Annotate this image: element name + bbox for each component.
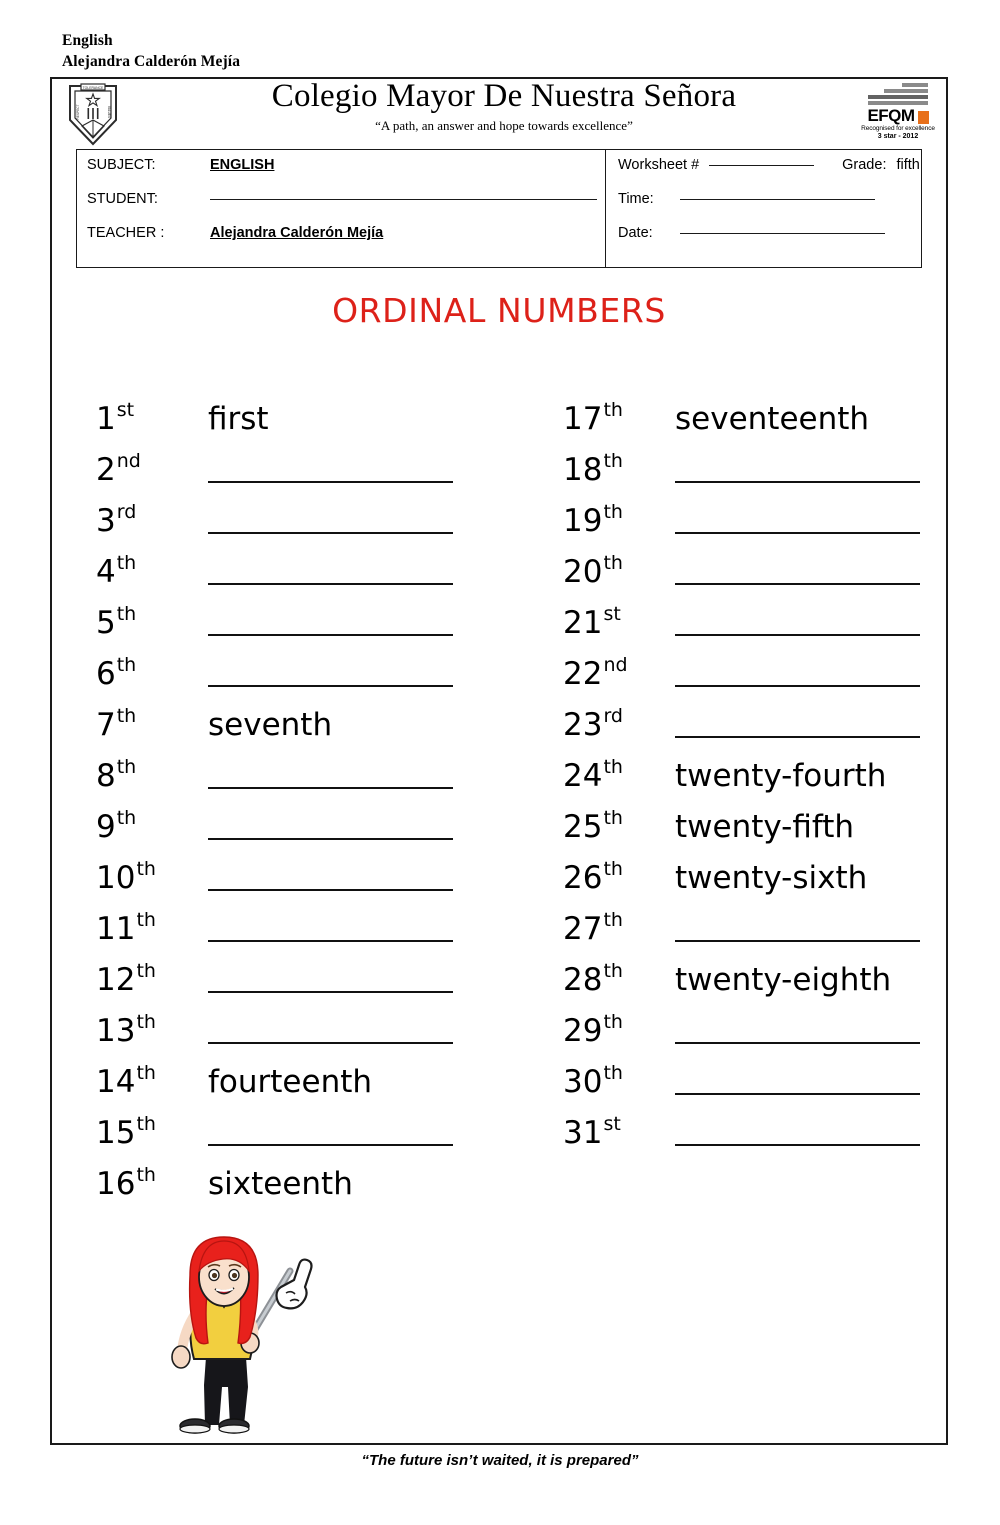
ordinal-suffix: th [136,909,156,931]
worksheet-number-label: Worksheet # [618,157,700,173]
ordinal-number: 26th [563,858,623,896]
ordinal-row [96,690,499,741]
ordinal-row [563,1098,946,1149]
worksheet-number-field[interactable] [709,165,814,166]
ordinal-suffix: th [136,1164,156,1186]
info-row-date [618,225,913,259]
ordinal-number: 14th [96,1062,156,1100]
ordinal-row [563,843,946,894]
ordinal-suffix: th [136,1062,156,1084]
ordinal-suffix: th [603,960,623,982]
grade-label: Grade: [842,157,887,173]
school-crest-icon [64,82,122,148]
ordinal-answer-text: twenty-fifth [675,809,855,845]
ordinal-answer-blank[interactable] [675,940,920,942]
ordinal-number: 23rd [563,705,623,743]
masthead [52,79,946,147]
ordinal-suffix: th [603,1011,623,1033]
ordinal-suffix: th [136,960,156,982]
ordinal-row [563,741,946,792]
footer-quote: “The future isn’t waited, it is prepared” [361,1452,639,1469]
teacher-avatar-pointing-icon [130,1229,320,1434]
ordinal-row [563,792,946,843]
ordinal-number: 24th [563,756,623,794]
ordinal-answer-blank[interactable] [208,685,453,687]
ordinal-row [563,384,946,435]
grade-value: fifth [896,157,920,173]
svg-text:TOLERANCE: TOLERANCE [82,86,104,90]
ordinal-suffix: th [603,909,623,931]
time-label: Time: [618,191,654,207]
ordinal-answer-blank[interactable] [208,787,453,789]
ordinal-answer-text: twenty-eighth [675,962,892,998]
ordinal-answer-text: fourteenth [208,1064,373,1100]
ordinal-number: 1st [96,399,135,437]
info-row-subject [87,157,597,191]
document-header-subject: English [62,32,113,49]
efqm-rating: 3 star - 2012 [877,133,919,141]
ordinal-suffix: th [603,552,623,574]
ordinal-suffix: th [603,1062,623,1084]
ordinal-number: 9th [96,807,137,845]
ordinal-row [96,792,499,843]
ordinal-number: 25th [563,807,623,845]
ordinal-lists [52,384,946,1200]
ordinal-suffix: th [116,603,137,625]
ordinal-answer-blank[interactable] [208,481,453,483]
ordinal-suffix: nd [603,654,628,676]
ordinal-row [96,1149,499,1200]
info-row-student [87,191,597,225]
ordinal-suffix: th [116,654,137,676]
worksheet-info-table [76,149,922,268]
school-motto: “A path, an answer and hope towards excellence” [375,117,633,133]
teacher-value: Alejandra Calderón Mejía [210,225,384,241]
ordinal-number: 19th [563,501,623,539]
ordinal-suffix: th [603,501,623,523]
ordinal-suffix: th [603,858,623,880]
ordinal-number: 28th [563,960,623,998]
ordinal-answer-blank[interactable] [675,634,920,636]
ordinal-answer-blank[interactable] [208,634,453,636]
ordinal-suffix: th [116,756,137,778]
ordinal-answer-blank[interactable] [675,736,920,738]
ordinal-number: 6th [96,654,137,692]
ordinal-number: 30th [563,1062,623,1100]
ordinal-number: 11th [96,909,156,947]
ordinal-suffix: rd [116,501,137,523]
ordinal-answer-blank[interactable] [208,532,453,534]
ordinal-suffix: st [116,399,135,421]
worksheet-title: ORDINAL NUMBERS [332,291,666,330]
ordinal-answer-blank[interactable] [208,1144,453,1146]
ordinal-number: 18th [563,450,623,488]
ordinal-row [563,1047,946,1098]
ordinal-number: 3rd [96,501,137,539]
info-column-right [606,150,921,267]
ordinal-answer-text: seventeenth [675,401,870,437]
ordinal-column-left [52,384,499,1200]
ordinal-row [96,1098,499,1149]
ordinal-row [563,537,946,588]
ordinal-row [96,741,499,792]
ordinal-number: 13th [96,1011,156,1049]
document-header-teacher: Alejandra Calderón Mejía [62,52,241,70]
ordinal-suffix: th [116,807,137,829]
info-row-worksheet [618,157,920,191]
ordinal-suffix: th [136,1113,156,1135]
ordinal-row [96,588,499,639]
ordinal-suffix: st [603,1113,621,1135]
ordinal-row [96,945,499,996]
ordinal-answer-blank[interactable] [675,1093,920,1095]
ordinal-suffix: st [603,603,621,625]
ordinal-row [563,894,946,945]
ordinal-row [563,486,946,537]
ordinal-number: 15th [96,1113,156,1151]
ordinal-number: 4th [96,552,137,590]
ordinal-answer-blank[interactable] [675,685,920,687]
ordinal-number: 17th [563,399,623,437]
efqm-wordmark: EFQM [867,106,915,125]
student-label: STUDENT: [87,191,158,207]
ordinal-number: 2nd [96,450,141,488]
ordinal-number: 12th [96,960,156,998]
ordinal-answer-blank[interactable] [675,583,920,585]
ordinal-answer-text: seventh [208,707,333,743]
ordinal-suffix: th [603,807,623,829]
efqm-bars [868,83,928,105]
svg-text:VALUES: VALUES [107,105,111,119]
ordinal-number: 31st [563,1113,621,1151]
ordinal-number: 22nd [563,654,628,692]
ordinal-suffix: th [136,858,156,880]
date-label: Date: [618,225,653,241]
ordinal-row [96,639,499,690]
ordinal-row [96,894,499,945]
ordinal-number: 10th [96,858,156,896]
subject-label: SUBJECT: [87,157,156,173]
worksheet-page [50,77,948,1445]
ordinal-number: 27th [563,909,623,947]
ordinal-answer-text: sixteenth [208,1166,353,1202]
date-field[interactable] [680,233,885,234]
ordinal-answer-text: twenty-sixth [675,860,868,896]
masthead-titles [172,79,836,134]
ordinal-suffix: th [603,399,623,421]
subject-value: ENGLISH [210,157,275,173]
ordinal-answer-blank[interactable] [675,1144,920,1146]
ordinal-answer-blank[interactable] [208,991,453,993]
document-header [62,31,240,72]
ordinal-row [563,588,946,639]
ordinal-row [96,996,499,1047]
ordinal-answer-text: twenty-fourth [675,758,887,794]
ordinal-row [96,486,499,537]
ordinal-number: 16th [96,1164,156,1202]
ordinal-answer-blank[interactable] [208,838,453,840]
ordinal-number: 5th [96,603,137,641]
student-name-field[interactable] [210,199,597,200]
ordinal-row [563,435,946,486]
ordinal-row [563,996,946,1047]
ordinal-row [96,384,499,435]
info-row-time [618,191,913,225]
school-name: Colegio Mayor De Nuestra Señora [271,78,737,114]
ordinal-row [563,945,946,996]
time-field[interactable] [680,199,875,200]
ordinal-column-right [499,384,946,1200]
ordinal-row [96,537,499,588]
ordinal-row [563,639,946,690]
info-column-left [77,150,606,267]
ordinal-answer-blank[interactable] [208,583,453,585]
ordinal-answer-text: first [208,401,269,437]
ordinal-suffix: th [136,1011,156,1033]
ordinal-number: 8th [96,756,137,794]
ordinal-answer-blank[interactable] [208,889,453,891]
ordinal-suffix: th [116,552,137,574]
ordinal-suffix: th [603,450,623,472]
ordinal-row [96,435,499,486]
ordinal-number: 20th [563,552,623,590]
ordinal-answer-blank[interactable] [675,481,920,483]
ordinal-suffix: th [603,756,623,778]
svg-text:RESPECT: RESPECT [76,104,80,120]
ordinal-suffix: th [116,705,137,727]
ordinal-row [96,1047,499,1098]
efqm-tagline: Recognised for excellence [861,125,935,132]
efqm-logo-icon [854,83,942,147]
info-row-teacher [87,225,597,259]
ordinal-answer-blank[interactable] [675,532,920,534]
teacher-label: TEACHER : [87,225,165,241]
efqm-square-icon [918,111,929,124]
ordinal-row [96,843,499,894]
ordinal-row [563,690,946,741]
ordinal-number: 29th [563,1011,623,1049]
ordinal-suffix: nd [116,450,141,472]
ordinal-suffix: rd [603,705,623,727]
ordinal-answer-blank[interactable] [675,1042,920,1044]
ordinal-number: 21st [563,603,621,641]
ordinal-answer-blank[interactable] [208,1042,453,1044]
ordinal-answer-blank[interactable] [208,940,453,942]
ordinal-number: 7th [96,705,137,743]
